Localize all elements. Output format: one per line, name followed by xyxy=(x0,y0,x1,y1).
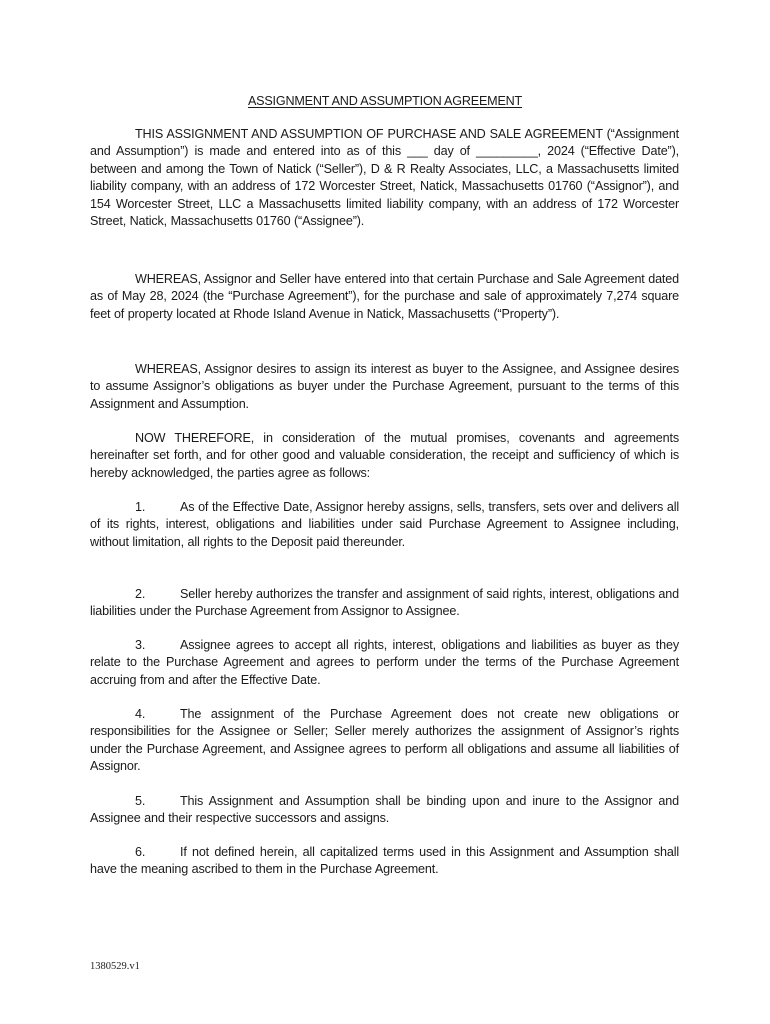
clause-3 xyxy=(90,637,679,689)
clause-number: 6. xyxy=(135,845,146,859)
now-therefore-paragraph: NOW THEREFORE, in consideration of the mutual promises, covenants and agreements hereinafter set forth, and for other good and valuable consideration, the receipt and sufficiency of which is hereby acknowledged, the parties agree as follows: xyxy=(90,431,679,480)
clause-number: 1. xyxy=(135,500,146,514)
clause-text: The assignment of the Purchase Agreement does not create new obligations or responsibilities for the Assignee or Seller; Seller merely authorizes the assignment of Assignor’s rights under the Purchase Agreement, and Assignee agrees to perform all obligations and assume all liabilities of Assignor. xyxy=(90,707,679,774)
document-footer-code: 1380529.v1 xyxy=(90,961,140,972)
clause-text: If not defined herein, all capitalized terms used in this Assignment and Assumption shall have the meaning ascribed to them in the Purchase Agreement. xyxy=(90,845,679,877)
clause-text: This Assignment and Assumption shall be binding upon and inure to the Assignor and Assignee and their respective successors and assigns. xyxy=(90,794,679,826)
whereas-paragraph-1: WHEREAS, Assignor and Seller have entered into that certain Purchase and Sale Agreement dated as of May 28, 2024 (the “Purchase Agreement”), for the purchase and sale of approximately 7,274 square feet of property located at Rhode Island Avenue in Natick, Massachusetts (“Property”). xyxy=(90,272,679,321)
clause-1 xyxy=(90,499,679,551)
clause-number: 2. xyxy=(135,587,146,601)
clause-number: 4. xyxy=(135,707,146,721)
clause-6 xyxy=(90,844,679,879)
clause-number: 5. xyxy=(135,794,146,808)
intro-paragraph: THIS ASSIGNMENT AND ASSUMPTION OF PURCHASE AND SALE AGREEMENT (“Assignment and Assumption”) is made and entered into as of this ___ day of _________, 2024 (“Effective Date”), between and among the Town of Natick (“Seller”), D & R Realty Associates, LLC, a Massachusetts limited liability company, with an address of 172 Worcester Street, Natick, Massachusetts 01760 (“Assignor”), and 154 Worcester Street, LLC a Massachusetts limited liability company, with an address of 172 Worcester Street, Natick, Massachusetts 01760 (“Assignee”). xyxy=(90,127,679,229)
clause-text: As of the Effective Date, Assignor hereby assigns, sells, transfers, sets over and delivers all of its rights, interest, obligations and liabilities under said Purchase Agreement to Assignee including, without limitation, all rights to the Deposit paid thereunder. xyxy=(90,500,679,549)
clause-number: 3. xyxy=(135,638,146,652)
clause-text: Seller hereby authorizes the transfer and assignment of said rights, interest, obligations and liabilities under the Purchase Agreement from Assignor to Assignee. xyxy=(90,587,679,619)
clause-2 xyxy=(90,586,679,621)
clause-5 xyxy=(90,793,679,828)
whereas-paragraph-2: WHEREAS, Assignor desires to assign its interest as buyer to the Assignee, and Assignee desires to assume Assignor’s obligations as buyer under the Purchase Agreement, pursuant to the terms of this Assignment and Assumption. xyxy=(90,362,679,411)
clause-4 xyxy=(90,706,679,776)
document-title: ASSIGNMENT AND ASSUMPTION AGREEMENT xyxy=(247,94,523,108)
clause-text: Assignee agrees to accept all rights, interest, obligations and liabilities as buyer as they relate to the Purchase Agreement and agrees to perform under the terms of the Purchase Agreement accruing from and after the Effective Date. xyxy=(90,638,679,687)
